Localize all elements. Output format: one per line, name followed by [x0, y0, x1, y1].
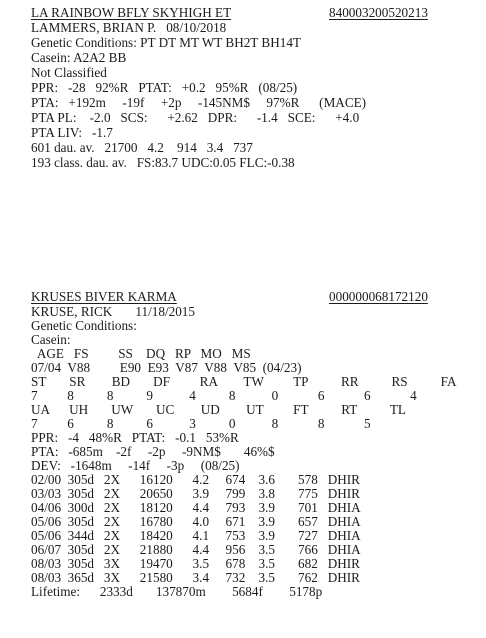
- record2-lactation-row-4: 05/06 305d 2X 16780 4.0 671 3.9 657 DHIA: [31, 514, 361, 529]
- record2-trait-header-1: ST SR BD DF RA TW TP RR RS FA: [31, 374, 457, 389]
- record2-genetic-conditions: Genetic Conditions:: [31, 318, 137, 333]
- record1-class-dau-average: 193 class. dau. av. FS:83.7 UDC:0.05 FLC:-0.38: [31, 155, 295, 170]
- record2-score-values: 07/04 V88 E90 E93 V87 V88 V85 (04/23): [31, 360, 302, 375]
- record1-reg-number: 840003200520213: [329, 5, 428, 20]
- record1-dau-average: 601 dau. av. 21700 4.2 914 3.4 737: [31, 140, 253, 155]
- record2-casein: Casein:: [31, 332, 71, 347]
- record1-classification: Not Classified: [31, 65, 107, 80]
- record2-lactation-row-5: 05/06 344d 2X 18420 4.1 753 3.9 727 DHIA: [31, 528, 361, 543]
- record2-dev-line: DEV: -1648m -14f -3p (08/25): [31, 458, 240, 473]
- record2-lactation-row-2: 03/03 305d 2X 20650 3.9 799 3.8 775 DHIR: [31, 486, 360, 501]
- record1-pta-line: PTA: +192m -19f +2p -145NM$ 97%R (MACE): [31, 95, 367, 110]
- record1-header-name: LA RAINBOW BFLY SKYHIGH ET: [31, 5, 232, 20]
- record2-lactation-row-8: 08/03 365d 3X 21580 3.4 732 3.5 762 DHIR: [31, 570, 360, 585]
- record2-trait-values-2: 7 6 8 6 3 0 8 8 5: [31, 416, 371, 431]
- record2-owner-line: KRUSE, RICK 11/18/2015: [31, 304, 195, 319]
- record2-lifetime-line: Lifetime: 2333d 137870m 5684f 5178p: [31, 584, 323, 599]
- record1-pta-pl-line: PTA PL: -2.0 SCS: +2.62 DPR: -1.4 SCE: +4.0: [31, 110, 360, 125]
- record2-reg-number: 000000068172120: [329, 289, 428, 304]
- record1-genetic-conditions: Genetic Conditions: PT DT MT WT BH2T BH14T: [31, 35, 301, 50]
- record2-header-name: KRUSES BIVER KARMA: [31, 289, 177, 304]
- record1-ppr-line: PPR: -28 92%R PTAT: +0.2 95%R (08/25): [31, 80, 298, 95]
- record1-pta-liv-line: PTA LIV: -1.7: [31, 125, 113, 140]
- record1-casein: Casein: A2A2 BB: [31, 50, 127, 65]
- record2-trait-header-2: UA UH UW UC UD UT FT RT TL: [31, 402, 406, 417]
- record2-pta-line: PTA: -685m -2f -2p -9NM$ 46%$: [31, 444, 275, 459]
- record2-lactation-row-7: 08/03 305d 3X 19470 3.5 678 3.5 682 DHIR: [31, 556, 360, 571]
- record2-lactation-row-3: 04/06 300d 2X 18120 4.4 793 3.9 701 DHIA: [31, 500, 361, 515]
- record2-score-header: AGE FS SS DQ RP MO MS: [31, 346, 251, 361]
- record1-owner-line: LAMMERS, BRIAN P. 08/10/2018: [31, 20, 227, 35]
- record2-lactation-row-6: 06/07 305d 2X 21880 4.4 956 3.5 766 DHIA: [31, 542, 361, 557]
- record2-trait-values-1: 7 8 8 9 4 8 0 6 6 4: [31, 388, 417, 403]
- record2-lactation-row-1: 02/00 305d 2X 16120 4.2 674 3.6 578 DHIR: [31, 472, 360, 487]
- record2-ppr-line: PPR: -4 48%R PTAT: -0.1 53%R: [31, 430, 239, 445]
